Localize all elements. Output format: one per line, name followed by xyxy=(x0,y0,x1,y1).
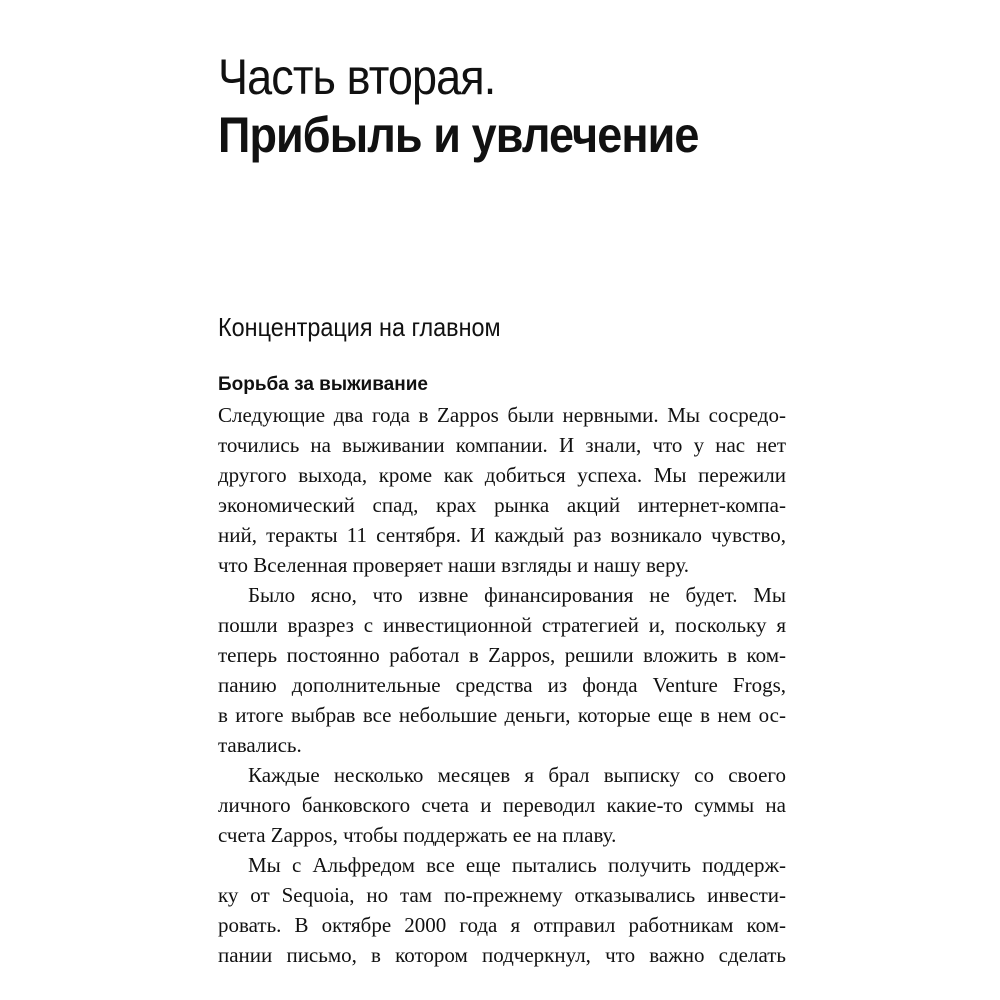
text-line: пании письмо, в котором подчеркнул, что важно сделать xyxy=(218,943,786,967)
text-line: в итоге выбрав все небольшие деньги, которые еще в нем ос- xyxy=(218,703,786,727)
text-line: ний, теракты 11 сентября. И каждый раз возникало чувство, xyxy=(218,523,786,547)
text-line: панию дополнительные средства из фонда Venture Frogs, xyxy=(218,673,786,697)
paragraph-4 xyxy=(218,850,786,970)
text-line: что Вселенная проверяет наши взгляды и нашу веру. xyxy=(218,553,689,577)
text-line: Следующие два года в Zappos были нервными. Мы сосредо- xyxy=(218,403,786,427)
part-subtitle: Прибыль и увлечение xyxy=(218,107,699,163)
book-page xyxy=(218,48,786,967)
text-line: теперь постоянно работал в Zappos, решили вложить в ком- xyxy=(218,643,786,667)
text-line: экономический спад, крах рынка акций интернет-компа- xyxy=(218,493,786,517)
text-line: другого выхода, кроме как добиться успеха. Мы пережили xyxy=(218,463,786,487)
chapter-title: Концентрация на главном xyxy=(218,312,501,342)
text-line: пошли вразрез с инвестиционной стратегией и, поскольку я xyxy=(218,613,786,637)
text-line: ку от Sequoia, но там по-прежнему отказывались инвести- xyxy=(218,883,786,907)
paragraph-3 xyxy=(218,760,786,850)
text-line: личного банковского счета и переводил какие-то суммы на xyxy=(218,793,786,817)
text-line: Было ясно, что извне финансирования не будет. Мы xyxy=(248,583,786,607)
body-text xyxy=(218,400,786,970)
part-title: Часть вторая. xyxy=(218,49,496,105)
text-line: счета Zappos, чтобы поддержать ее на плаву. xyxy=(218,823,617,847)
text-line: тавались. xyxy=(218,733,302,757)
section-title: Борьба за выживание xyxy=(218,374,428,395)
paragraph-2 xyxy=(218,580,786,760)
text-line: Каждые несколько месяцев я брал выписку со своего xyxy=(248,763,786,787)
text-line: точились на выживании компании. И знали, что у нас нет xyxy=(218,433,786,457)
text-line: Мы с Альфредом все еще пытались получить поддерж- xyxy=(248,853,786,877)
text-line: ровать. В октябре 2000 года я отправил работникам ком- xyxy=(218,913,786,937)
paragraph-1 xyxy=(218,400,786,580)
